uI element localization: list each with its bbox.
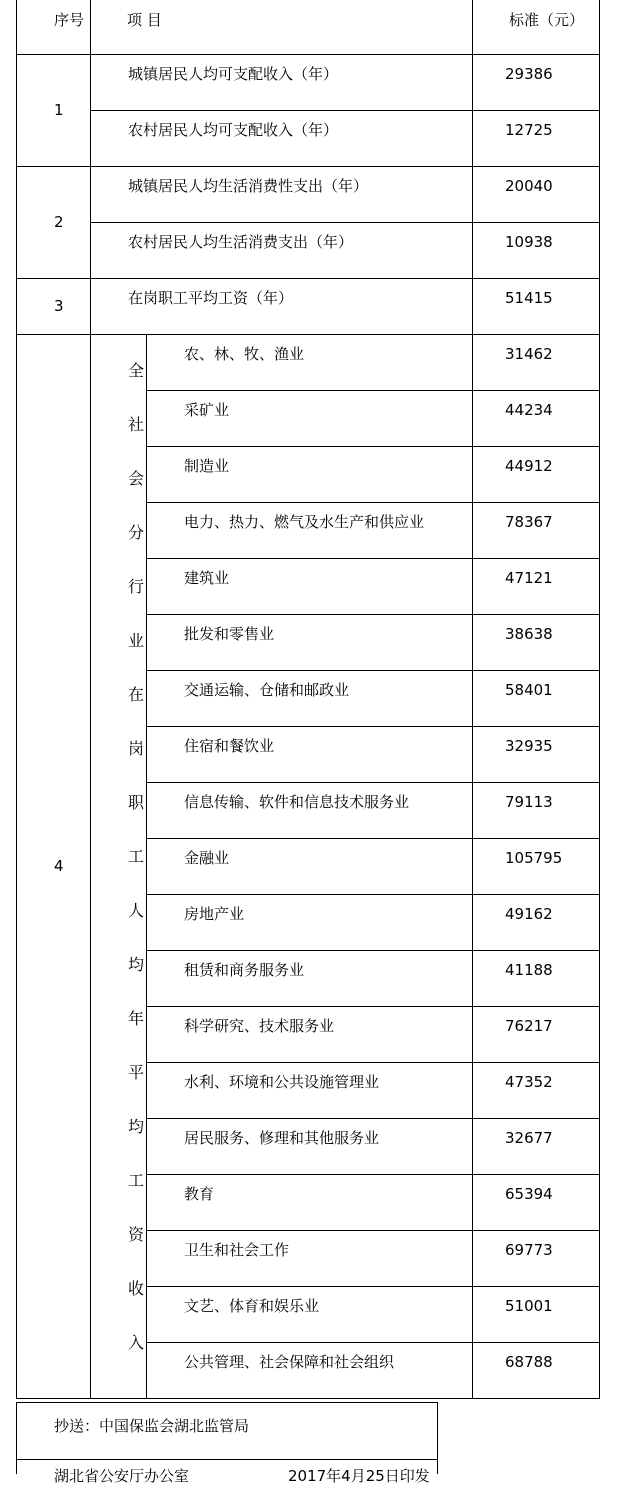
row-rule	[146, 838, 600, 839]
footer-right-rule	[437, 1402, 438, 1474]
row-rule	[146, 390, 600, 391]
vertical-label-char: 岗	[127, 739, 144, 758]
industry-row-item: 住宿和餐饮业	[184, 737, 275, 755]
table-row-value: 29386	[505, 65, 553, 83]
industry-row-item: 居民服务、修理和其他服务业	[184, 1129, 380, 1147]
table-row-item: 城镇居民人均可支配收入（年）	[128, 65, 339, 83]
footer-top-rule	[16, 1402, 438, 1403]
table-row-item: 农村居民人均生活消费支出（年）	[128, 233, 354, 251]
group-seq-4: 4	[54, 857, 64, 875]
industry-row-item: 教育	[184, 1185, 215, 1203]
vertical-label-char: 社	[127, 415, 144, 434]
industry-row-item: 采矿业	[184, 401, 230, 419]
col-rule-left	[16, 0, 17, 1398]
industry-row-item: 卫生和社会工作	[184, 1241, 290, 1259]
industry-row-value: 44234	[505, 401, 553, 419]
row-rule	[146, 1286, 600, 1287]
vertical-label-char: 年	[127, 1009, 144, 1028]
vertical-label-char: 全	[127, 361, 144, 380]
industry-row-value: 69773	[505, 1241, 553, 1259]
industry-row-value: 79113	[505, 793, 553, 811]
vertical-label-char: 均	[127, 1117, 144, 1136]
col-rule-label	[146, 334, 147, 1398]
industry-row-value: 41188	[505, 961, 553, 979]
row-rule	[146, 726, 600, 727]
industry-row-item: 信息传输、软件和信息技术服务业	[184, 793, 410, 811]
industry-row-value: 105795	[505, 849, 563, 867]
table-bottom-rule	[16, 1398, 600, 1399]
col-rule-right	[599, 0, 600, 1398]
row-rule	[146, 1118, 600, 1119]
table-row-value: 20040	[505, 177, 553, 195]
row-rule	[146, 670, 600, 671]
row-rule	[146, 614, 600, 615]
row-rule	[146, 1062, 600, 1063]
industry-row-item: 金融业	[184, 849, 230, 867]
industry-row-item: 批发和零售业	[184, 625, 275, 643]
vertical-label-char: 平	[127, 1063, 144, 1082]
vertical-label-char: 职	[127, 793, 144, 812]
row-rule	[146, 1006, 600, 1007]
industry-row-value: 38638	[505, 625, 553, 643]
row-rule	[146, 558, 600, 559]
industry-row-value: 76217	[505, 1017, 553, 1035]
group-seq-1: 1	[54, 101, 64, 119]
industry-row-value: 47121	[505, 569, 553, 587]
industry-row-value: 47352	[505, 1073, 553, 1091]
row-rule	[146, 950, 600, 951]
table-row-item: 农村居民人均可支配收入（年）	[128, 121, 339, 139]
group-top-rule	[16, 54, 600, 55]
header-item: 项 目	[127, 11, 162, 29]
industry-row-item: 文艺、体育和娱乐业	[184, 1297, 320, 1315]
col-rule-value	[472, 0, 473, 1398]
industry-row-item: 租赁和商务服务业	[184, 961, 305, 979]
industry-row-value: 65394	[505, 1185, 553, 1203]
industry-row-value: 51001	[505, 1297, 553, 1315]
industry-row-value: 49162	[505, 905, 553, 923]
vertical-label-char: 人	[127, 901, 144, 920]
vertical-label-char: 收	[127, 1279, 144, 1298]
header-seq: 序号	[54, 11, 85, 29]
table-row-value: 12725	[505, 121, 553, 139]
industry-row-item: 公共管理、社会保障和社会组织	[184, 1353, 395, 1371]
table-row-item: 在岗职工平均工资（年）	[128, 289, 294, 307]
vertical-label-char: 行	[127, 577, 144, 596]
row-rule	[146, 1230, 600, 1231]
footer-cc: 抄送：中国保监会湖北监管局	[54, 1417, 250, 1435]
industry-row-value: 68788	[505, 1353, 553, 1371]
industry-row-item: 农、林、牧、渔业	[184, 345, 305, 363]
vertical-label-char: 均	[127, 955, 144, 974]
vertical-label-char: 工	[127, 1171, 144, 1190]
row-rule	[90, 222, 600, 223]
group-top-rule	[16, 278, 600, 279]
industry-row-item: 制造业	[184, 457, 230, 475]
industry-row-value: 78367	[505, 513, 553, 531]
industry-row-item: 建筑业	[184, 569, 230, 587]
table-row-value: 51415	[505, 289, 553, 307]
industry-row-item: 科学研究、技术服务业	[184, 1017, 335, 1035]
vertical-label-char: 在	[127, 685, 144, 704]
col-rule-seq	[90, 0, 91, 1398]
footer-issuer: 湖北省公安厅办公室	[54, 1467, 190, 1485]
industry-row-item: 电力、热力、燃气及水生产和供应业	[184, 513, 425, 531]
footer-date: 2017年4月25日印发	[288, 1467, 430, 1485]
industry-row-item: 房地产业	[184, 905, 245, 923]
row-rule	[146, 1174, 600, 1175]
industry-row-value: 44912	[505, 457, 553, 475]
group-top-rule	[16, 166, 600, 167]
row-rule	[146, 1342, 600, 1343]
industry-row-value: 32935	[505, 737, 553, 755]
industry-row-item: 交通运输、仓储和邮政业	[184, 681, 350, 699]
industry-row-item: 水利、环境和公共设施管理业	[184, 1073, 380, 1091]
footer-mid-rule	[16, 1459, 438, 1460]
table-row-item: 城镇居民人均生活消费性支出（年）	[128, 177, 369, 195]
vertical-label-char: 会	[127, 469, 144, 488]
vertical-label-char: 业	[127, 631, 144, 650]
row-rule	[90, 110, 600, 111]
group-seq-2: 2	[54, 213, 64, 231]
group-seq-3: 3	[54, 297, 64, 315]
row-rule	[146, 446, 600, 447]
vertical-label-char: 资	[127, 1225, 144, 1244]
header-standard: 标准（元）	[509, 11, 585, 29]
industry-row-value: 58401	[505, 681, 553, 699]
table-row-value: 10938	[505, 233, 553, 251]
group-top-rule	[16, 334, 600, 335]
footer-left-rule	[16, 1402, 17, 1474]
row-rule	[146, 782, 600, 783]
vertical-label-char: 工	[127, 847, 144, 866]
row-rule	[146, 894, 600, 895]
industry-row-value: 31462	[505, 345, 553, 363]
industry-row-value: 32677	[505, 1129, 553, 1147]
vertical-label-char: 分	[127, 523, 144, 542]
vertical-label-char: 入	[127, 1333, 144, 1352]
row-rule	[146, 502, 600, 503]
